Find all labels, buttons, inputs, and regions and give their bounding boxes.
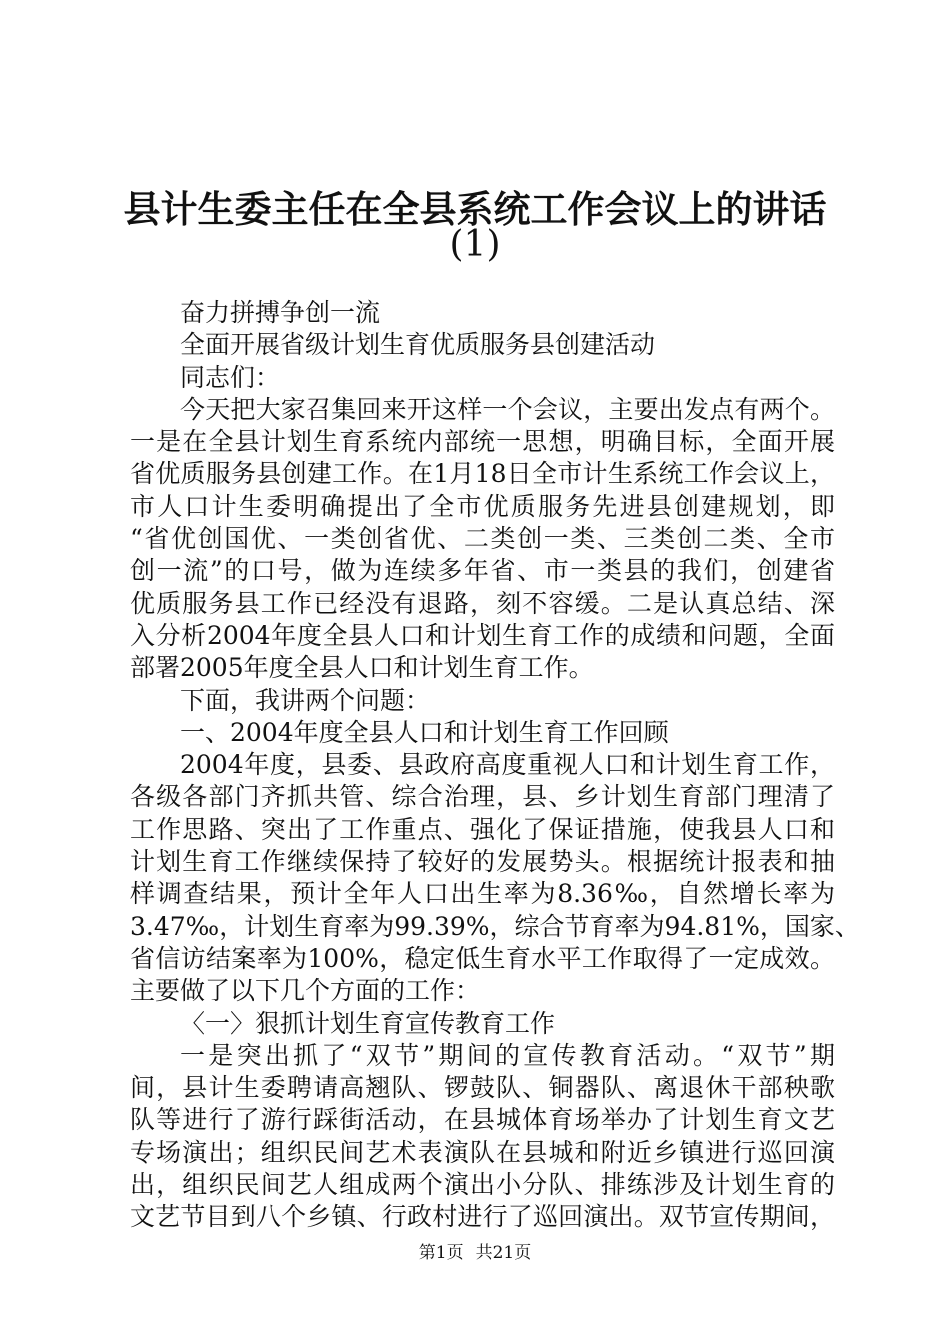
- paragraph-line: 部署2005年度全县人口和计划生育工作。: [130, 653, 594, 683]
- document-body: [130, 297, 860, 1234]
- paragraph-line: 各级各部门齐抓共管、综合治理，县、乡计划生育部门理清了: [130, 782, 835, 812]
- paragraph-line: 入分析2004年度全县人口和计划生育工作的成绩和问题，全面: [130, 620, 835, 650]
- paragraph-line: 间，县计生委聘请高翘队、锣鼓队、铜器队、离退休干部秧歌: [130, 1073, 835, 1103]
- subtitle-line: 奋力拼搏争创一流: [180, 298, 381, 327]
- document-title: 县计生委主任在全县系统工作会议上的讲话: [123, 187, 827, 231]
- subtitle-line: 全面开展省级计划生育优质服务县创建活动: [180, 330, 656, 360]
- paragraph-line: 省信访结案率为100%，稳定低生育水平工作取得了一定成效。: [130, 943, 835, 973]
- paragraph-line: 队等进行了游行踩街活动，在县城体育场举办了计划生育文艺: [130, 1105, 835, 1135]
- paragraph-line: 工作思路、突出了工作重点、强化了保证措施，使我县人口和: [130, 814, 835, 844]
- paragraph-line: 出，组织民间艺人组成两个演出小分队、排练涉及计划生育的: [130, 1170, 835, 1200]
- paragraph-line: 下面，我讲两个问题：: [180, 685, 431, 715]
- page-number: 第1页: [418, 1243, 464, 1263]
- paragraph-line: 2004年度，县委、县政府高度重视人口和计划生育工作，: [180, 750, 835, 780]
- paragraph-line: 一是在全县计划生育系统内部统一思想，明确目标，全面开展: [130, 427, 835, 457]
- paragraph-line: 优质服务县工作已经没有退路，刻不容缓。二是认真总结、深: [130, 588, 835, 618]
- paragraph-line: 专场演出；组织民间艺术表演队在县城和附近乡镇进行巡回演: [130, 1137, 835, 1167]
- paragraph-line: 文艺节目到八个乡镇、行政村进行了巡回演出。双节宣传期间，: [130, 1202, 835, 1232]
- page-footer: [0, 1241, 950, 1265]
- section-heading: 一、2004年度全县人口和计划生育工作回顾: [180, 717, 669, 747]
- page-total: 共21页: [475, 1243, 532, 1263]
- subsection-heading: 〈一〉狠抓计划生育宣传教育工作: [180, 1008, 556, 1038]
- salutation-line: 同志们：: [180, 362, 281, 392]
- paragraph-line: 主要做了以下几个方面的工作：: [130, 976, 481, 1006]
- document-title-suffix: (1): [449, 224, 501, 265]
- paragraph-line: 市人口计生委明确提出了全市优质服务先进县创建规划，即: [130, 491, 835, 521]
- paragraph-line: 3.47‰，计划生育率为99.39%，综合节育率为94.81%，国家、: [130, 911, 860, 941]
- paragraph-line: 省优质服务县创建工作。在1月18日全市计生系统工作会议上，: [130, 459, 835, 489]
- paragraph-line: 样调查结果，预计全年人口出生率为8.36‰，自然增长率为: [130, 879, 835, 909]
- paragraph-line: 一是突出抓了“双节”期间的宣传教育活动。“双节”期: [180, 1040, 835, 1070]
- paragraph-line: 今天把大家召集回来开这样一个会议，主要出发点有两个。: [180, 394, 835, 424]
- paragraph-line: 创一流”的口号，做为连续多年省、市一类县的我们，创建省: [130, 556, 835, 586]
- paragraph-line: “省优创国优、一类创省优、二类创一类、三类创二类、全市: [130, 524, 835, 554]
- paragraph-line: 计划生育工作继续保持了较好的发展势头。根据统计报表和抽: [130, 847, 835, 877]
